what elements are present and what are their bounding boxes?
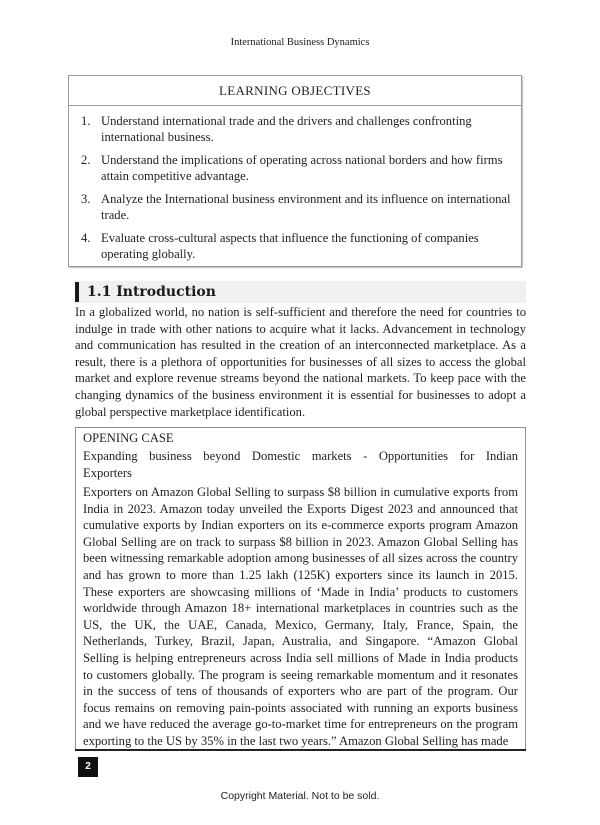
- objective-number: 2.: [81, 153, 91, 167]
- page-number-badge: 2: [78, 757, 98, 777]
- opening-case-label: OPENING CASE: [83, 431, 174, 445]
- running-header: International Business Dynamics: [230, 37, 370, 48]
- learning-objectives-title: LEARNING OBJECTIVES: [69, 76, 521, 106]
- learning-objectives-box: [68, 75, 522, 267]
- copyright-notice: Copyright Material. Not to be sold.: [220, 790, 380, 802]
- section-accent-bar: [75, 282, 79, 302]
- objective-text: Analyze the International business environment and its influence on international trade.: [101, 192, 511, 222]
- introduction-paragraph: In a globalized world, no nation is self-sufficient and therefore the need for countries to indulge in trade with other nations to acquire what it lacks. Advancement in technology and communication has resulted in the creation of an interconnected marketplace. As a result, there is a plethora of opportunities for businesses of all sizes to access the global market and explore revenue streams beyond the national markets. To keep pace with the changing dynamics of the business environment it is essential for businesses to adopt a global perspective marketplace identification.: [75, 305, 526, 419]
- learning-objectives-list: [69, 106, 521, 262]
- section-heading: 1.1 Introduction: [87, 284, 216, 300]
- objective-number: 1.: [81, 114, 91, 128]
- opening-case-body: Exporters on Amazon Global Selling to surpass $8 billion in cumulative exports from India in 2023. Amazon today unveiled the Exports Digest 2023 and announced that cumulative exports by Indian exporters on its e-commerce exports program Amazon Global Selling are on track to surpass $8 billion in 2023. Amazon Global Selling has been witnessing remarkable adoption among businesses of all sizes across the country and has grown to more than 1.25 lakh (125K) exporters since its launch in 2015. These exporters are showcasing millions of ‘Made in India’ products to customers worldwide through Amazon 18+ international marketplaces in countries such as the US, the UK, the UAE, Canada, Mexico, Germany, Italy, France, Spain, the Netherlands, Turkey, Brazil, Japan, Australia, and Singapore. “Amazon Global Selling is helping entrepreneurs across India sell millions of Made in India products to customers globally. The program is seeing remarkable momentum and it resonates in the success of tens of thousands of exporters who are part of the program. Our focus remains on removing pain-points associated with running an exports business and we have reduced the average go-to-market time for entrepreneurs on the program exporting to the US by 35% in the last two years.” Amazon Global Selling has made: [83, 485, 518, 748]
- opening-case-box: [75, 427, 526, 750]
- objective-text: Understand international trade and the drivers and challenges confronting international business.: [101, 114, 472, 144]
- objective-text: Evaluate cross-cultural aspects that influence the functioning of companies operating globally.: [101, 231, 479, 261]
- learning-objective-item: [81, 230, 511, 262]
- objective-number: 4.: [81, 231, 91, 245]
- section-heading-bar: [75, 281, 526, 303]
- objective-text: Understand the implications of operating across national borders and how firms attain competitive advantage.: [101, 153, 503, 183]
- learning-objective-item: [81, 191, 511, 223]
- objective-number: 3.: [81, 192, 91, 206]
- learning-objective-item: [81, 113, 511, 145]
- case-bottom-rule: [75, 749, 526, 751]
- opening-case-subtitle: Expanding business beyond Domestic markets - Opportunities for Indian Exporters: [83, 449, 518, 480]
- learning-objective-item: [81, 152, 511, 184]
